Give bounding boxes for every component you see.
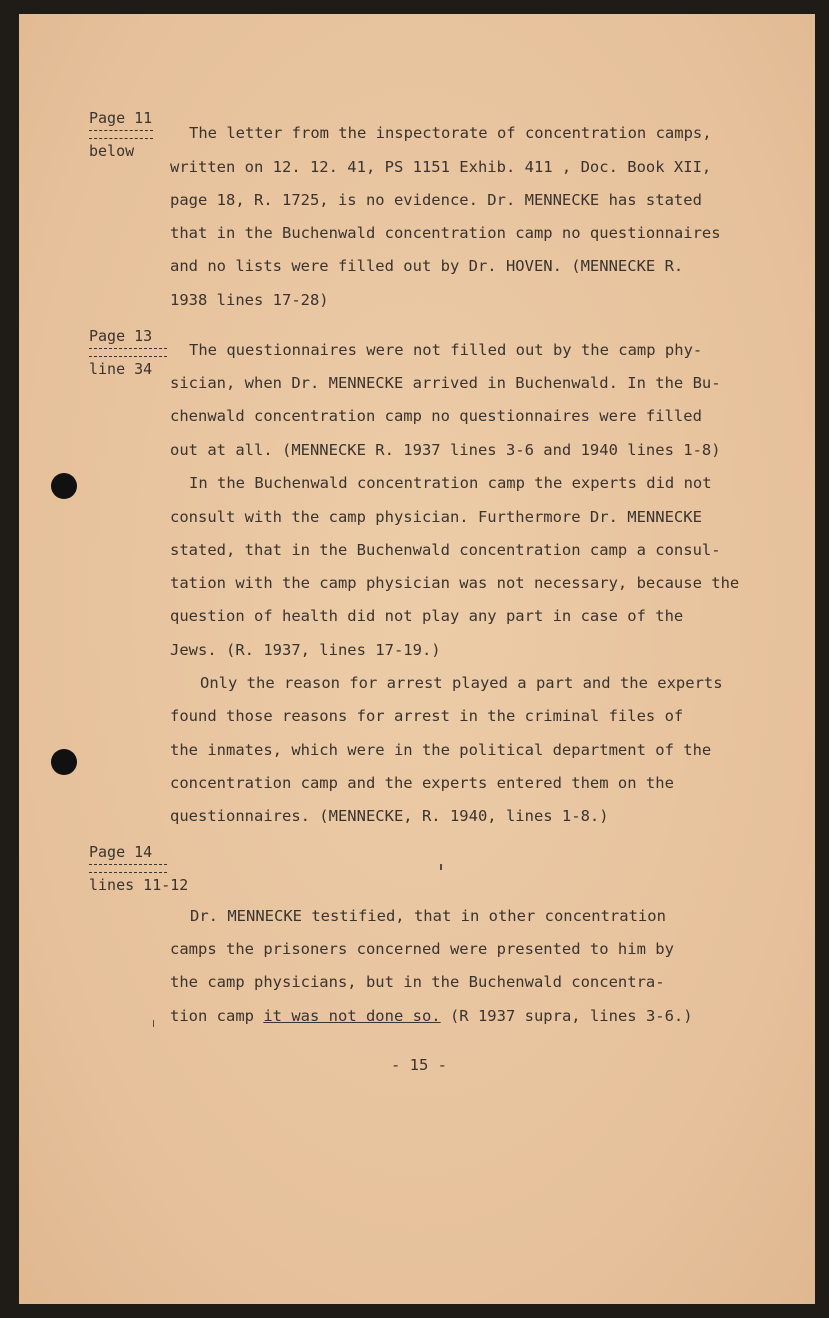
punch-hole-bottom bbox=[51, 749, 77, 775]
text-line: chenwald concentration camp no questionnaires were filled bbox=[170, 407, 702, 425]
text-line: and no lists were filled out by Dr. HOVEN. (MENNECKE R. bbox=[170, 257, 684, 275]
text-line: The letter from the inspectorate of concentration camps, bbox=[189, 124, 712, 142]
text-line: The questionnaires were not filled out by the camp phy- bbox=[189, 341, 703, 359]
margin-ref: Page 14 bbox=[89, 843, 153, 861]
margin-ref: Page 11 bbox=[89, 109, 153, 127]
text-line: found those reasons for arrest in the criminal files of bbox=[170, 707, 684, 725]
text-line: written on 12. 12. 41, PS 1151 Exhib. 411 , Doc. Book XII, bbox=[170, 158, 712, 176]
underlined-phrase: it was not done so. bbox=[263, 1007, 441, 1025]
double-rule bbox=[89, 130, 153, 139]
text-line: tation with the camp physician was not necessary, because the bbox=[170, 574, 740, 592]
text-line: questionnaires. (MENNECKE, R. 1940, lines 1-8.) bbox=[170, 807, 609, 825]
text-line: 1938 lines 17-28) bbox=[170, 291, 329, 309]
text-line: page 18, R. 1725, is no evidence. Dr. MENNECKE has stated bbox=[170, 191, 702, 209]
text-line: stated, that in the Buchenwald concentration camp a consul- bbox=[170, 541, 721, 559]
margin-loc: line 34 bbox=[89, 360, 153, 378]
punch-hole-top bbox=[51, 473, 77, 499]
margin-note-page-13 bbox=[89, 328, 167, 377]
text-line: camps the prisoners concerned were presented to him by bbox=[170, 940, 674, 958]
page-number: - 15 - bbox=[391, 1056, 447, 1074]
margin-loc: below bbox=[89, 142, 135, 160]
stray-mark bbox=[440, 864, 442, 870]
text-line-last bbox=[170, 1007, 693, 1025]
text-segment: (R 1937 supra, lines 3-6.) bbox=[440, 1007, 693, 1025]
text-line: question of health did not play any part in case of the bbox=[170, 607, 684, 625]
text-line: Only the reason for arrest played a part and the experts bbox=[200, 674, 723, 692]
double-rule bbox=[89, 864, 167, 873]
text-line: that in the Buchenwald concentration camp no questionnaires bbox=[170, 224, 721, 242]
text-line: sician, when Dr. MENNECKE arrived in Buchenwald. In the Bu- bbox=[170, 374, 721, 392]
margin-note-page-11 bbox=[89, 110, 153, 159]
text-line: Dr. MENNECKE testified, that in other concentration bbox=[190, 907, 666, 925]
margin-note-page-14 bbox=[89, 844, 188, 893]
stray-mark bbox=[153, 1020, 154, 1027]
text-line: the inmates, which were in the political department of the bbox=[170, 741, 712, 759]
text-line: the camp physicians, but in the Buchenwald concentra- bbox=[170, 973, 665, 991]
text-line: consult with the camp physician. Furthermore Dr. MENNECKE bbox=[170, 508, 702, 526]
text-line: concentration camp and the experts entered them on the bbox=[170, 774, 674, 792]
text-segment: tion camp bbox=[170, 1007, 264, 1025]
document-page bbox=[19, 14, 815, 1304]
text-line: Jews. (R. 1937, lines 17-19.) bbox=[170, 641, 441, 659]
double-rule bbox=[89, 348, 167, 357]
margin-loc: lines 11-12 bbox=[89, 876, 189, 894]
text-line: In the Buchenwald concentration camp the experts did not bbox=[189, 474, 712, 492]
margin-ref: Page 13 bbox=[89, 327, 153, 345]
text-line: out at all. (MENNECKE R. 1937 lines 3-6 and 1940 lines 1-8) bbox=[170, 441, 721, 459]
